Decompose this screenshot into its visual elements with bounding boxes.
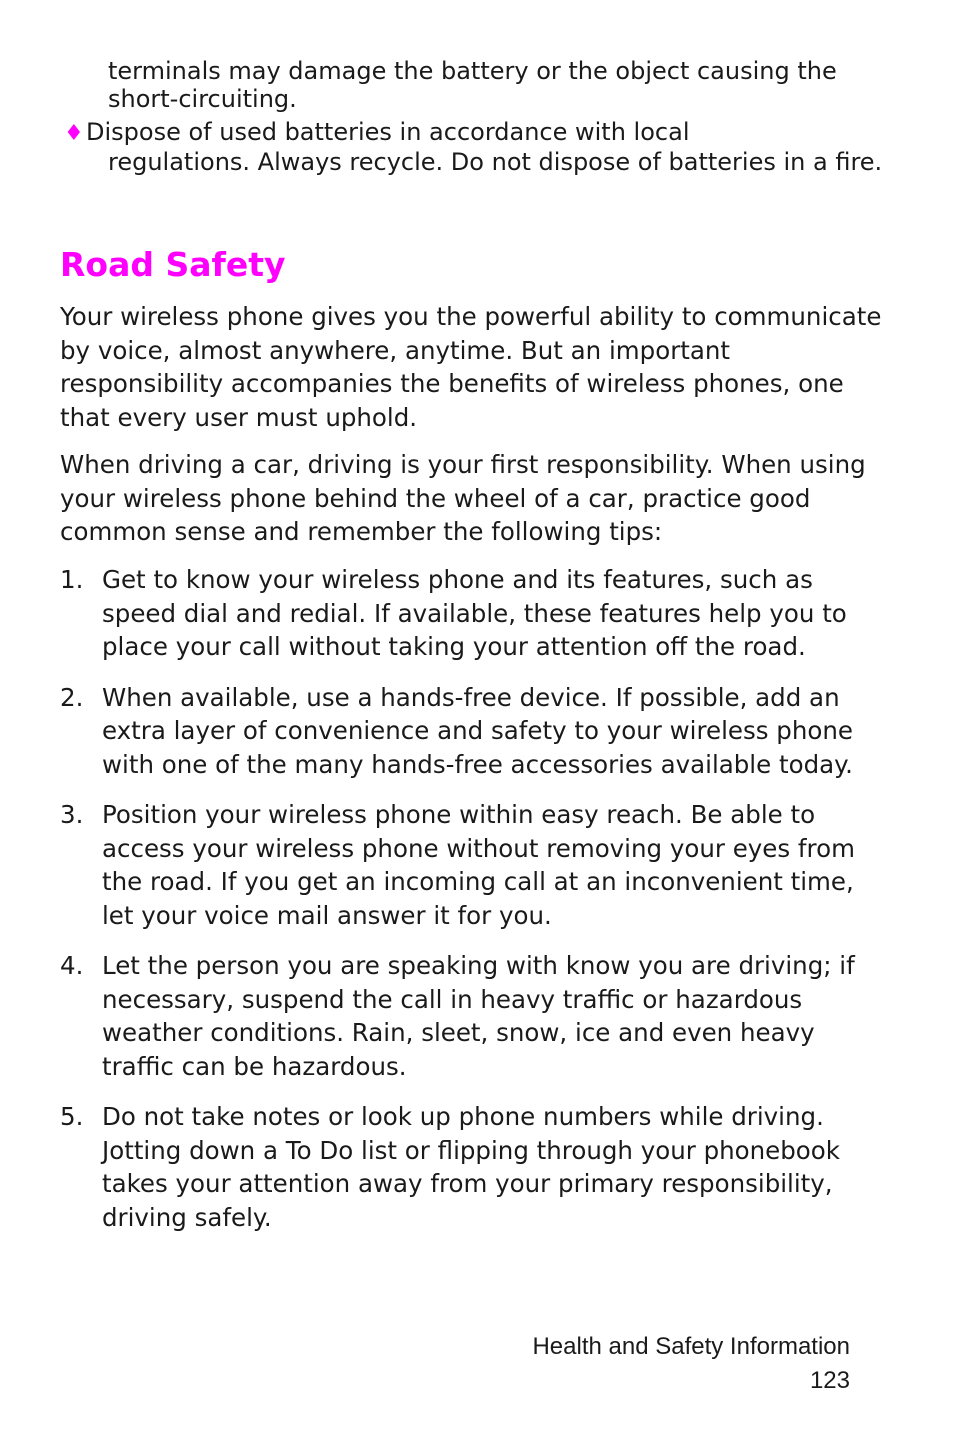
list-item-text: Position your wireless phone within easy reach. Be able to access your wireless phone without removing your eyes from the road. If you get an incoming call at an inconvenient time, let your voice mail answer it for you. bbox=[102, 800, 855, 930]
list-item-text: When available, use a hands-free device. If possible, add an extra layer of convenience and safety to your wireless phone with one of the many hands-free accessories available today. bbox=[102, 682, 853, 779]
list-item-number: 4. bbox=[60, 951, 84, 980]
footer-section-title: Health and Safety Information bbox=[532, 1333, 850, 1360]
list-item bbox=[60, 949, 890, 1083]
bullet-first-line bbox=[64, 118, 898, 148]
list-item-number: 2. bbox=[60, 682, 84, 712]
list-item-text: Do not take notes or look up phone numbers while driving. Jotting down a To Do list or flipping through your phonebook takes your attention away from your primary responsibility, driving safely. bbox=[102, 1102, 840, 1232]
tips-list bbox=[60, 563, 890, 1251]
page-number: 123 bbox=[809, 1367, 850, 1394]
bullet-continuation-text: regulations. Always recycle. Do not dispose of batteries in a fire. bbox=[108, 148, 883, 176]
diamond-bullet-icon: ♦ bbox=[64, 121, 84, 146]
section-heading: Road Safety bbox=[60, 245, 286, 284]
list-item-number: 5. bbox=[60, 1102, 84, 1131]
bullet-item-dispose-batteries bbox=[64, 118, 898, 176]
intro-paragraph: Your wireless phone gives you the powerful ability to communicate by voice, almost anywhere, anytime. But an important responsibility accompanies the benefits of wireless phones, one that every user must uphold. bbox=[60, 302, 882, 432]
list-item-text: Get to know your wireless phone and its features, such as speed dial and redial. If available, these features help you to place your call without taking your attention off the road. bbox=[102, 565, 847, 661]
driving-paragraph: When driving a car, driving is your first responsibility. When using your wireless phone behind the wheel of a car, practice good common sense and remember the following tips: bbox=[60, 450, 866, 546]
list-item-text: Let the person you are speaking with know you are driving; if necessary, suspend the call in heavy traffic or hazardous weather conditions. Rain, sleet, snow, ice and even heavy traffic can be hazardous. bbox=[102, 951, 855, 1081]
list-item-number: 1. bbox=[60, 565, 84, 594]
list-item bbox=[60, 798, 890, 932]
list-item bbox=[60, 1100, 890, 1234]
bullet-first-line-text: Dispose of used batteries in accordance with local bbox=[86, 118, 690, 146]
carry-over-paragraph: terminals may damage the battery or the object causing the short-circuiting. bbox=[108, 57, 837, 113]
list-item bbox=[60, 563, 890, 664]
list-item bbox=[60, 681, 890, 782]
list-item-number: 3. bbox=[60, 800, 84, 829]
